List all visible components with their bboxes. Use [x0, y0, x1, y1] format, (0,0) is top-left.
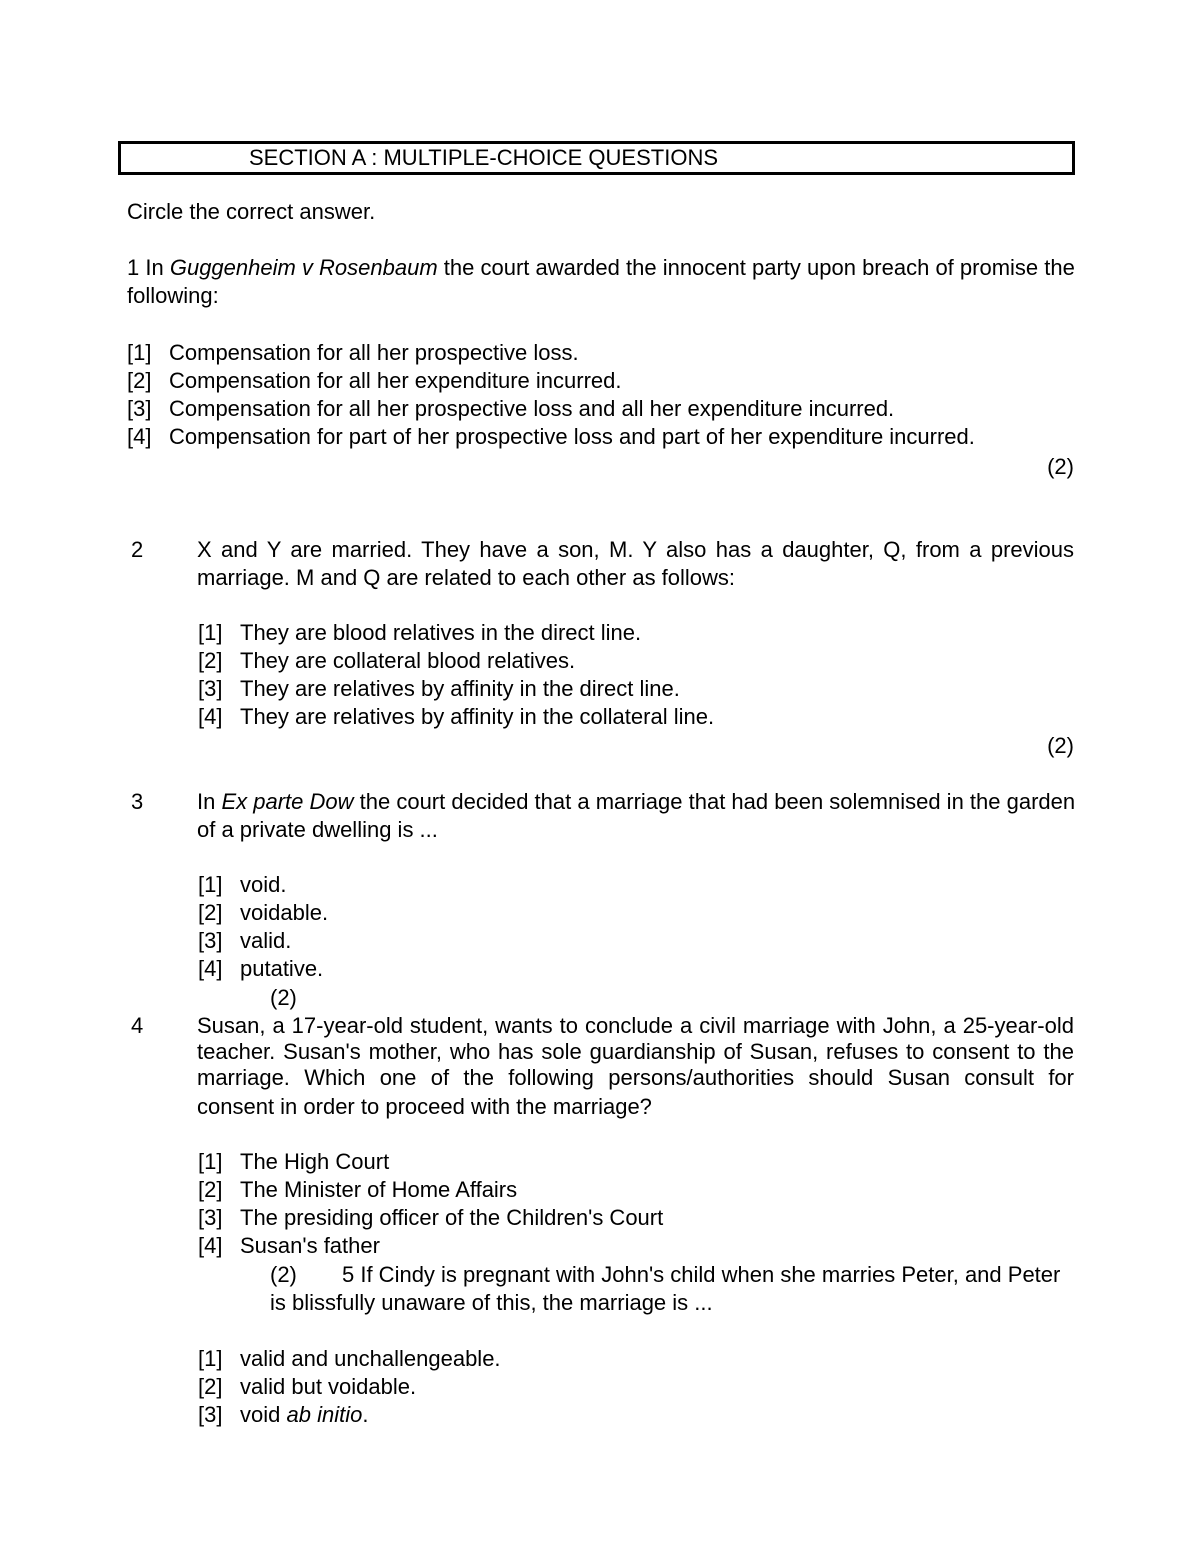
option-index: [2] — [198, 1374, 223, 1399]
question-3-option[interactable] — [198, 900, 328, 926]
question-4-number: 4 — [131, 1013, 144, 1038]
option-index: [3] — [198, 1205, 223, 1230]
option-text: valid and unchallengeable. — [240, 1346, 501, 1371]
option-index: [3] — [127, 396, 152, 421]
question-3-marks: (2) — [270, 985, 297, 1010]
option-index: [3] — [198, 1402, 223, 1427]
question-3-pre: In — [197, 789, 222, 814]
option-index: [4] — [198, 956, 223, 981]
option-text: valid. — [240, 928, 292, 953]
question-3-number: 3 — [131, 789, 144, 814]
option-index: [1] — [127, 340, 152, 365]
option-index: [3] — [198, 676, 223, 701]
option-index: [4] — [127, 424, 152, 449]
option-index: [4] — [198, 1233, 223, 1258]
question-4-line-3: marriage. Which one of the following persons/authorities should Susan consult for — [197, 1065, 1074, 1090]
option-text: Compensation for all her prospective loss and all her expenditure incurred. — [169, 396, 895, 421]
question-3-line-1 — [197, 789, 1075, 815]
question-4-line-2: teacher. Susan's mother, who has sole guardianship of Susan, refuses to consent to the — [197, 1039, 1074, 1064]
option-index: [1] — [198, 1346, 223, 1371]
option-index: [2] — [198, 900, 223, 925]
question-1-line-1 — [127, 255, 1075, 281]
option-index: [3] — [198, 928, 223, 953]
question-1-option[interactable] — [127, 368, 621, 394]
question-3-case-name: Ex parte Dow — [221, 789, 354, 814]
question-2-stem — [197, 537, 1074, 563]
option-text: They are relatives by affinity in the direct line. — [240, 676, 680, 701]
question-4-option[interactable] — [198, 1177, 517, 1203]
question-2-line-1: X and Y are married. They have a son, M. Y also has a daughter, Q, from a previous — [197, 537, 1074, 562]
option-text: The presiding officer of the Children's Court — [240, 1205, 664, 1230]
option-text: They are blood relatives in the direct line. — [240, 620, 642, 645]
question-5-line-1: 5 If Cindy is pregnant with John's child when she marries Peter, and Peter — [342, 1262, 1061, 1287]
question-3-option[interactable] — [198, 956, 323, 982]
option-text-post: . — [362, 1402, 369, 1427]
question-1-option[interactable] — [127, 340, 579, 366]
question-2-line-2: marriage. M and Q are related to each other as follows: — [197, 565, 736, 590]
option-index: [2] — [198, 1177, 223, 1202]
question-4-stem — [197, 1013, 1074, 1091]
question-4-line-4: consent in order to proceed with the marriage? — [197, 1094, 652, 1119]
question-1-option[interactable] — [127, 424, 975, 450]
option-index: [2] — [198, 648, 223, 673]
section-header-title: SECTION A : MULTIPLE-CHOICE QUESTIONS — [249, 145, 719, 170]
instruction-text: Circle the correct answer. — [127, 199, 376, 224]
question-2-option[interactable] — [198, 648, 575, 674]
option-index: [4] — [198, 704, 223, 729]
option-text: voidable. — [240, 900, 329, 925]
question-2-option[interactable] — [198, 704, 714, 730]
question-1-marks: (2) — [1047, 454, 1074, 479]
option-text: putative. — [240, 956, 324, 981]
option-index: [1] — [198, 872, 223, 897]
option-text-italic: ab initio — [286, 1402, 363, 1427]
option-index: [2] — [127, 368, 152, 393]
question-5-option[interactable] — [198, 1402, 368, 1428]
section-header-box — [118, 141, 1075, 175]
option-text: Susan's father — [240, 1233, 380, 1258]
question-4-option[interactable] — [198, 1149, 389, 1175]
question-4-option[interactable] — [198, 1205, 663, 1231]
question-2-marks: (2) — [1047, 733, 1074, 758]
option-index: [1] — [198, 620, 223, 645]
question-1-option[interactable] — [127, 396, 894, 422]
question-5-option[interactable] — [198, 1374, 416, 1400]
question-1-number: 1 — [127, 255, 140, 280]
question-5-line-2: is blissfully unaware of this, the marriage is ... — [270, 1290, 713, 1315]
option-text: void. — [240, 872, 287, 897]
option-text: Compensation for all her expenditure incurred. — [169, 368, 622, 393]
question-2-option[interactable] — [198, 620, 641, 646]
question-1-pre: In — [145, 255, 170, 280]
question-3-option[interactable] — [198, 928, 291, 954]
option-text: They are relatives by affinity in the collateral line. — [240, 704, 715, 729]
option-text: The Minister of Home Affairs — [240, 1177, 518, 1202]
option-text: valid but voidable. — [240, 1374, 417, 1399]
question-4-marks: (2) — [270, 1262, 297, 1287]
option-text: Compensation for part of her prospective loss and part of her expenditure incurred. — [169, 424, 975, 449]
question-3-post: the court decided that a marriage that had been solemnised in the garden — [353, 789, 1076, 814]
question-4-line-1: Susan, a 17-year-old student, wants to conclude a civil marriage with John, a 25-year-old — [197, 1013, 1074, 1038]
question-3-line-2: of a private dwelling is ... — [197, 817, 438, 842]
question-2-option[interactable] — [198, 676, 680, 702]
question-4-option[interactable] — [198, 1233, 380, 1259]
question-1-case-name: Guggenheim v Rosenbaum — [169, 255, 438, 280]
question-1-post: the court awarded the innocent party upon breach of promise the — [437, 255, 1075, 280]
question-3-option[interactable] — [198, 872, 286, 898]
question-5-option[interactable] — [198, 1346, 501, 1372]
option-index: [1] — [198, 1149, 223, 1174]
option-text-pre: void — [240, 1402, 287, 1427]
option-text: They are collateral blood relatives. — [240, 648, 576, 673]
question-2-number: 2 — [131, 537, 144, 562]
question-1-line-2: following: — [127, 283, 219, 308]
option-text: The High Court — [240, 1149, 390, 1174]
option-text: Compensation for all her prospective loss. — [169, 340, 579, 365]
